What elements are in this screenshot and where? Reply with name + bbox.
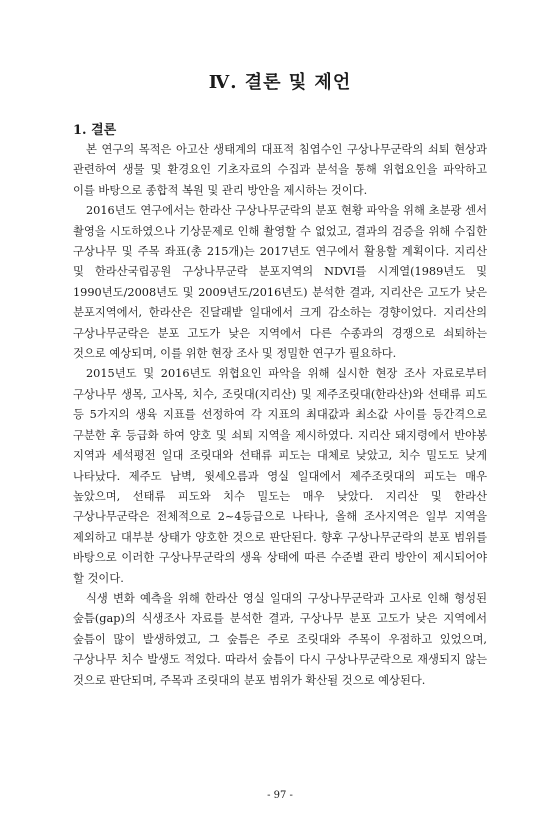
body-text — [73, 140, 487, 691]
paragraph-growth-indicators: 2015년도 및 2016년도 위협요인 파악을 위해 실시한 현장 조사 자료로부터 구상나무 생목, 고사목, 치수, 조릿대(지리산) 및 제주조릿대(한라산)와 선태류 피도 등 5가지의 생육 지표를 선정하여 각 지표의 최대값과 최소값 사이를 등간격으로 구분한 후 등급화 하여 양호 및 쇠퇴 지역을 제시하였다. 지리산 돼지령에서 반야봉 지역과 세석평전 일대 조릿대와 선태류 피도는 대체로 낮았고, 치수 밀도도 낮게 나타났다. 제주도 남벽, 윗세오름과 영실 일대에서 제주조릿대의 피도는 매우 높았으며, 선태류 피도와 치수 밀도는 매우 낮았다. 지리산 및 한라산 구상나무군락은 전체적으로 2~4등급으로 나타나, 올해 조사지역은 일부 지역을 제외하고 대부분 상태가 양호한 것으로 판단된다. 향후 구상나무군락의 분포 범위를 바탕으로 이러한 구상나무군락의 생육 상태에 따른 수준별 관리 방안이 제시되어야 할 것이다. — [73, 367, 487, 585]
chapter-title: Ⅳ. 결론 및 제언 — [208, 72, 352, 93]
paragraph-ndvi-analysis: 2016년도 연구에서는 한라산 구상나무군락의 분포 현황 파악을 위해 초분광 센서 촬영을 시도하였으나 기상문제로 인해 촬영할 수 없었고, 결과의 검증을 위해 수집한 구상나무 및 주목 좌표(총 215개)는 2017년도 연구에서 활용할 계획이다. 지리산 및 한라산국립공원 구상나무군락 분포지역의 NDVI를 시계열(1989년도 및 1990년도/2008년도 및 2009년도/2016년도) 분석한 결과, 지리산은 고도가 낮은 분포지역에서, 한라산은 진달래밭 일대에서 크게 감소하는 경향이었다. 지리산의 구상나무군락은 분포 고도가 낮은 지역에서 다른 수종과의 경쟁으로 쇠퇴하는 것으로 예상되며, 이를 위한 현장 조사 및 정밀한 연구가 필요하다. — [73, 204, 487, 361]
section-heading: 1. 결론 — [73, 123, 117, 138]
paragraph-vegetation-change: 식생 변화 예측을 위해 한라산 영실 일대의 구상나무군락과 고사로 인해 형성된 숲틈(gap)의 식생조사 자료를 분석한 결과, 구상나무 분포 고도가 낮은 지역에서 숲틈이 많이 발생하였고, 그 숲틈은 주로 조릿대와 주목이 우점하고 있었으며, 구상나무 치수 발생도 적었다. 따라서 숲틈이 다시 구상나무군락으로 재생되지 않는 것으로 판단되며, 주목과 조릿대의 분포 범위가 확산될 것으로 예상된다. — [73, 591, 487, 687]
paragraph-purpose: 본 연구의 목적은 아고산 생태계의 대표적 침엽수인 구상나무군락의 쇠퇴 현상과 관련하여 생물 및 환경요인 기초자료의 수집과 분석을 통해 위협요인을 파악하고 이를 바탕으로 종합적 복원 및 관리 방안을 제시하는 것이다. — [73, 143, 487, 197]
page-number: - 97 - — [267, 790, 293, 801]
